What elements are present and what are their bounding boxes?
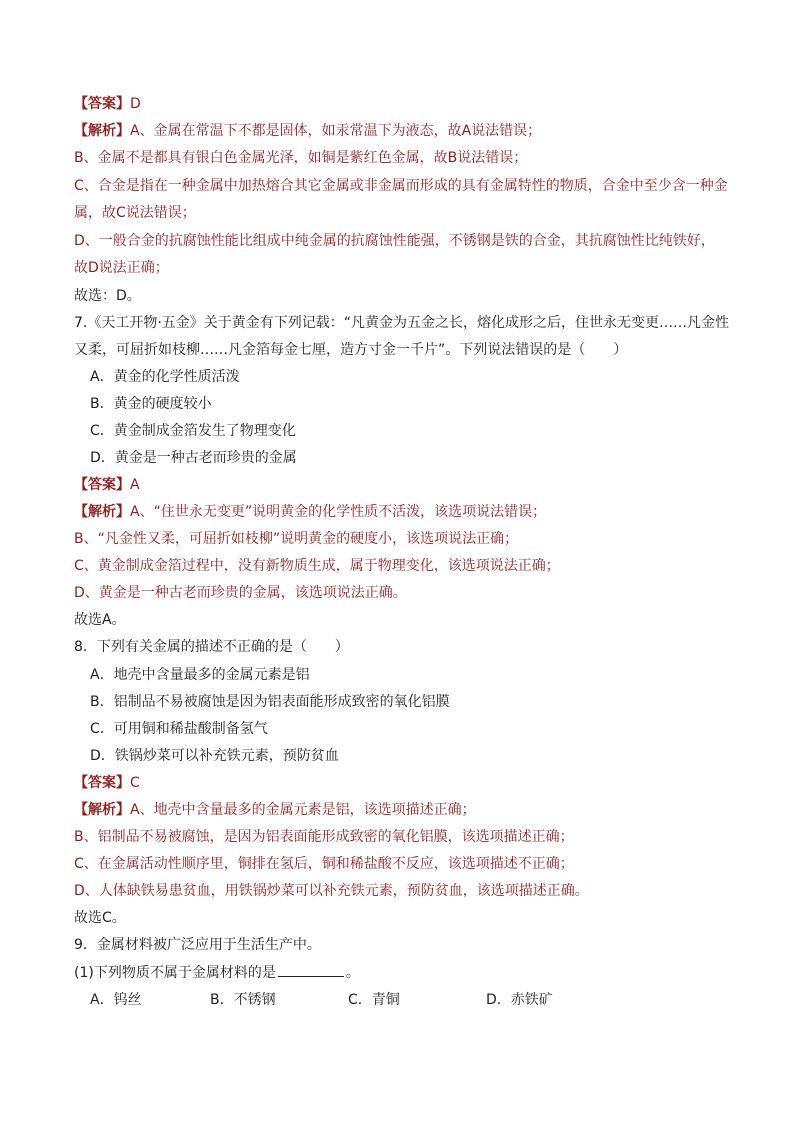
q6-analysis-line-4: 属，故C说法错误； <box>74 205 196 221</box>
q8-option-b: B．铝制品不易被腐蚀是因为铝表面能形成致密的氧化铝膜 <box>90 694 450 710</box>
answer-value: C <box>130 775 140 791</box>
answer-tag: 【答案】 <box>74 477 130 493</box>
answer-tag: 【答案】 <box>74 96 130 112</box>
analysis-text: A、金属在常温下不都是固体，如汞常温下为液态，故A说法错误； <box>130 123 542 139</box>
q7-analysis-line-1 <box>74 502 546 522</box>
q9-subquestion-1 <box>74 962 360 983</box>
q6-conclusion: 故选：D。 <box>74 288 141 304</box>
answer-tag: 【答案】 <box>74 775 130 791</box>
q7-stem-line-1: 7.《天工开物·五金》关于黄金有下列记载：“凡黄金为五金之长，熔化成形之后，住世永无变更……凡金性 <box>74 315 730 331</box>
q8-analysis-line-1 <box>74 800 476 820</box>
q6-analysis-line-6: 故D说法正确； <box>74 260 169 276</box>
q7-option-d: D．黄金是一种古老而珍贵的金属 <box>90 450 297 466</box>
q7-option-b: B．黄金的硬度较小 <box>90 396 212 412</box>
q9-stem: 9．金属材料被广泛应用于生活生产中。 <box>74 937 321 953</box>
q7-option-c: C．黄金制成金箔发生了物理变化 <box>90 423 296 439</box>
q9-option-b: B．不锈钢 <box>210 992 276 1008</box>
q6-answer-line <box>74 94 141 114</box>
answer-value: D <box>130 96 141 112</box>
answer-blank[interactable] <box>278 962 344 977</box>
q6-analysis-line-3: C、合金是指在一种金属中加热熔合其它金属或非金属而形成的具有金属特性的物质，合金中至少含一种金 <box>74 178 728 194</box>
q6-analysis-line-5: D、一般合金的抗腐蚀性能比组成中纯金属的抗腐蚀性能强，不锈钢是铁的合金，其抗腐蚀性比纯铁好， <box>74 233 715 249</box>
q7-stem-line-2: 又柔，可屈折如枝柳……凡金箔每金七厘，造方寸金一千片”。下列说法错误的是（ ） <box>74 342 628 358</box>
analysis-tag: 【解析】 <box>74 802 130 818</box>
q8-analysis-line-4: D、人体缺铁易患贫血，用铁锅炒菜可以补充铁元素，预防贫血，该选项描述正确。 <box>74 883 589 899</box>
q7-analysis-line-3: C、黄金制成金箔过程中，没有新物质生成，属于物理变化，该选项说法正确； <box>74 558 560 574</box>
q8-answer-line <box>74 773 140 793</box>
analysis-tag: 【解析】 <box>74 123 130 139</box>
q9-option-d: D．赤铁矿 <box>486 992 553 1008</box>
analysis-tag: 【解析】 <box>74 504 130 520</box>
q8-option-d: D．铁锅炒菜可以补充铁元素，预防贫血 <box>90 748 339 764</box>
analysis-text: A、地壳中含量最多的金属元素是铝，该选项描述正确； <box>130 802 476 818</box>
q8-option-a: A．地壳中含量最多的金属元素是铝 <box>90 667 310 683</box>
subquestion-text: (1)下列物质不属于金属材料的是 <box>74 965 276 981</box>
q8-stem: 8．下列有关金属的描述不正确的是（ ） <box>74 639 349 655</box>
q7-conclusion: 故选A。 <box>74 612 126 628</box>
q8-analysis-line-2: B、铝制品不易被腐蚀，是因为铝表面能形成致密的氧化铝膜，该选项描述正确； <box>74 829 574 845</box>
q8-conclusion: 故选C。 <box>74 910 126 926</box>
analysis-text: A、“住世永无变更”说明黄金的化学性质不活泼，该选项说法错误； <box>130 504 547 520</box>
q7-analysis-line-4: D、黄金是一种古老而珍贵的金属，该选项说法正确。 <box>74 585 407 601</box>
q8-option-c: C．可用铜和稀盐酸制备氢气 <box>90 721 268 737</box>
q6-analysis-line-1 <box>74 121 541 141</box>
q6-analysis-line-2: B、金属不是都具有银白色金属光泽，如铜是紫红色金属，故B说法错误； <box>74 150 528 166</box>
q9-option-c: C．青铜 <box>348 992 400 1008</box>
q7-analysis-line-2: B、“凡金性又柔，可屈折如枝柳”说明黄金的硬度小，该选项说法正确； <box>74 531 519 547</box>
q9-option-a: A．钨丝 <box>90 992 142 1008</box>
q7-answer-line <box>74 475 140 495</box>
subquestion-end: 。 <box>345 965 360 981</box>
answer-value: A <box>130 477 140 493</box>
q7-option-a: A．黄金的化学性质活泼 <box>90 369 240 385</box>
q8-analysis-line-3: C、在金属活动性顺序里，铜排在氢后，铜和稀盐酸不反应，该选项描述不正确； <box>74 856 574 872</box>
